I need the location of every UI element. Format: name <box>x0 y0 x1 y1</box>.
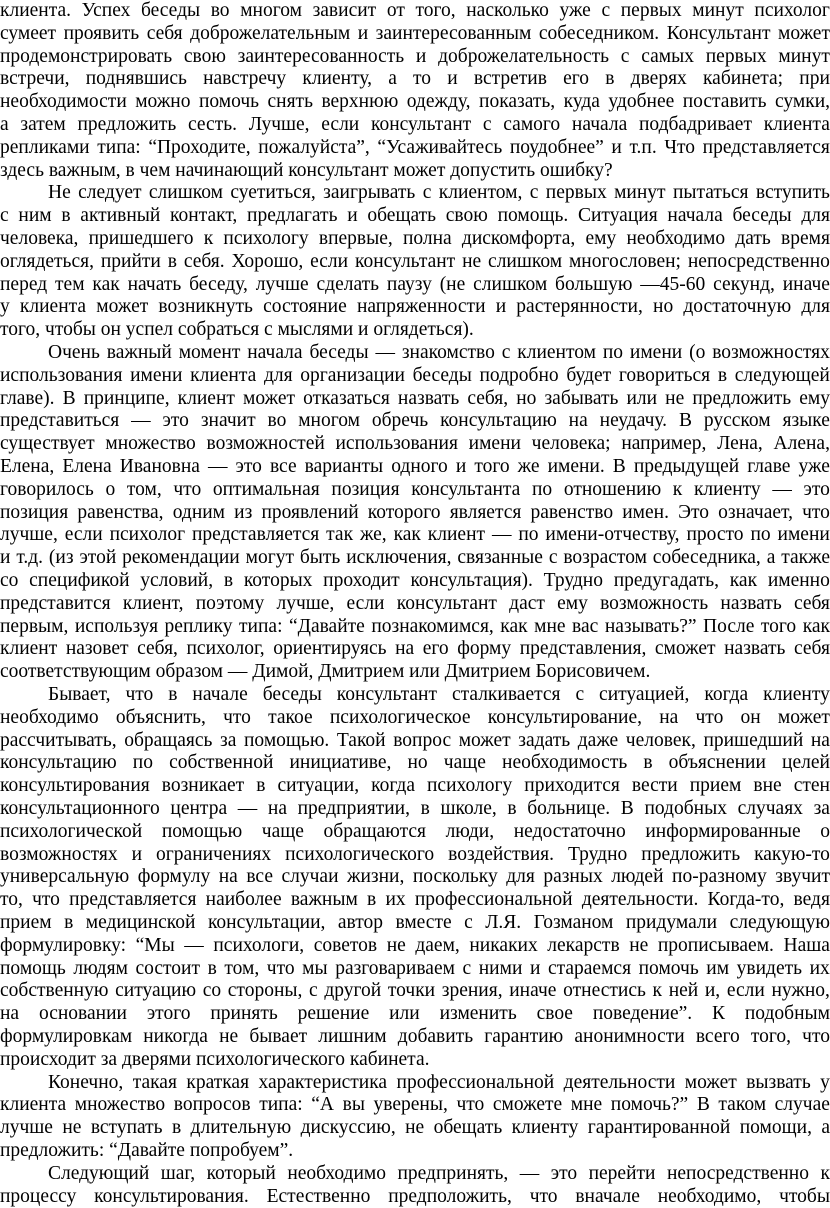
text-line: то, что представляется наиболее важным в их профессиональной деятельности. Когда-то, ведя <box>0 889 830 911</box>
text-line: помощь людям состоит в том, что мы разговариваем с ними и стараемся помочь им увидеть их <box>0 957 830 979</box>
text-line: главе). В принципе, клиент может отказаться назвать себя, но забывать или не предложить ему <box>0 387 830 409</box>
text-line: Конечно, такая краткая характеристика профессиональной деятельности может вызвать у <box>48 1071 830 1093</box>
text-line: предложить: “Давайте попробуем”. <box>0 1140 294 1161</box>
text-line: клиента. Успех беседы во многом зависит от того, насколько уже с первых минут психолог <box>0 0 830 21</box>
text-line: здесь важным, в чем начинающий консультант может допустить ошибку? <box>0 159 613 181</box>
text-line: Не следует слишком суетиться, заигрывать с клиентом, с первых минут пытаться вступить <box>48 182 830 204</box>
text-line: клиент назовет себя, психолог, ориентируясь на его форму представления, сможет назвать себя <box>0 638 830 660</box>
text-line: репликами типа: “Проходите, пожалуйста”, “Усаживайтесь поудобнее” и т.п. Что представляется <box>0 136 830 158</box>
text-line: рассчитывать, обращаясь за помощью. Такой вопрос может задать даже человек, пришедший на <box>0 729 830 751</box>
text-line: оглядеться, прийти в себя. Хорошо, если консультант не слишком многословен; непосредственно <box>0 250 830 272</box>
text-line: процессу консультирования. Естественно предположить, что вначале необходимо, чтобы <box>0 1185 830 1207</box>
text-line: происходит за дверями психологического кабинета. <box>0 1048 430 1070</box>
text-line: сумеет проявить себя доброжелательным и заинтересованным собеседником. Консультант может <box>0 22 830 44</box>
text-line: первым, используя реплику типа: “Давайте познакомимся, как мне вас называть?” После того как <box>0 615 830 637</box>
text-line: необходимо объяснить, что такое психологическое консультирование, на что он может <box>0 706 830 728</box>
text-line: формулировку: “Мы — психологи, советов не даем, никаких лекарств не прописываем. Наша <box>0 934 830 956</box>
text-line: лучше не вступать в длительную дискуссию, не обещать клиенту гарантированной помощи, а <box>0 1117 830 1139</box>
text-line: а затем предложить сесть. Лучше, если консультант с самого начала подбадривает клиента <box>0 114 830 135</box>
text-line: собственную ситуацию со стороны, с другой точки зрения, иначе отнестись к ней и, если нужно, <box>0 980 830 1002</box>
text-line: перед тем как начать беседу, лучше сделать паузу (не слишком большую —45-60 секунд, иначе <box>0 273 830 295</box>
text-line: существует множество возможностей использования имени человека; например, Лена, Алена, <box>0 433 830 455</box>
text-line: формулировкам никогда не бывает лишним добавить гарантию анонимности всего того, что <box>0 1026 830 1047</box>
text-line: позиция равенства, одним из проявлений которого является равенство имен. Это означает, что <box>0 501 830 523</box>
text-line: возможностях и ограничениях психологического воздействия. Трудно предложить какую-то <box>0 843 830 865</box>
text-line: человека, пришедшего к психологу впервые, полна дискомфорта, ему необходимо дать время <box>0 228 830 249</box>
text-line: консультацию по собственной инициативе, но чаще необходимость в объяснении целей <box>0 752 830 774</box>
text-line: говорилось о том, что оптимальная позиция консультанта по отношению к клиенту — это <box>0 478 830 500</box>
text-line: универсальную формулу на все случаи жизни, поскольку для разных людей по-разному звучит <box>0 866 830 888</box>
text-line: у клиента может возникнуть состояние напряженности и растерянности, но достаточную для <box>0 296 830 318</box>
text-line: необходимости можно помочь снять верхнюю одежду, показать, куда удобнее поставить сумки, <box>0 91 830 113</box>
text-line: лучше, если психолог представляется так же, как клиент — по имени-отчеству, просто по имени <box>0 524 830 546</box>
text-line: психологической помощью чаще обращаются люди, недостаточно информированные о <box>0 820 830 842</box>
text-line: Следующий шаг, который необходимо предпринять, — это перейти непосредственно к <box>48 1162 830 1184</box>
text-line: Бывает, что в начале беседы консультант сталкивается с ситуацией, когда клиенту <box>48 684 830 705</box>
text-line: того, чтобы он успел собраться с мыслями и оглядеться). <box>0 319 474 341</box>
text-line: Елена, Елена Ивановна — это все варианты одного и того же имени. В предыдущей главе уже <box>0 456 830 477</box>
text-line: консультирования возникает в ситуации, когда психологу приходится вести прием вне стен <box>0 775 830 797</box>
text-line: использования имени клиента для организации беседы подробно будет говориться в следующей <box>0 364 830 386</box>
text-line: продемонстрировать свою заинтересованность и доброжелательность с самых первых минут <box>0 45 830 67</box>
text-line: со спецификой условий, в которых проходит консультация). Трудно предугадать, как именно <box>0 570 830 591</box>
text-line: на основании этого принять решение или изменить свое поведение”. К подобным <box>0 1003 830 1025</box>
text-line: представиться — это значит во многом обречь консультацию на неудачу. В русском языке <box>0 410 830 432</box>
text-line: клиента множество вопросов типа: “А вы уверены, что сможете мне помочь?” В таком случае <box>0 1094 830 1116</box>
text-line: консультационного центра — на предприятии, в школе, в больнице. В подобных случаях за <box>0 798 830 819</box>
text-line: встречи, поднявшись навстречу клиенту, а то и встретив его в дверях кабинета; при <box>0 68 830 90</box>
text-line: с ним в активный контакт, предлагать и обещать свою помощь. Ситуация начала беседы для <box>0 205 830 227</box>
text-line: и т.д. (из этой рекомендации могут быть исключения, связанные с возрастом собеседника, а также <box>0 547 830 569</box>
text-line: соответствующим образом — Димой, Дмитрием или Дмитрием Борисовичем. <box>0 661 651 683</box>
text-line: прием в медицинской консультации, автор вместе с Л.Я. Гозманом придумали следующую <box>0 912 830 933</box>
text-line: Очень важный момент начала беседы — знакомство с клиентом по имени (о возможностях <box>48 342 830 363</box>
text-line: представится клиент, поэтому лучше, если консультант даст ему возможность назвать себя <box>0 592 830 614</box>
